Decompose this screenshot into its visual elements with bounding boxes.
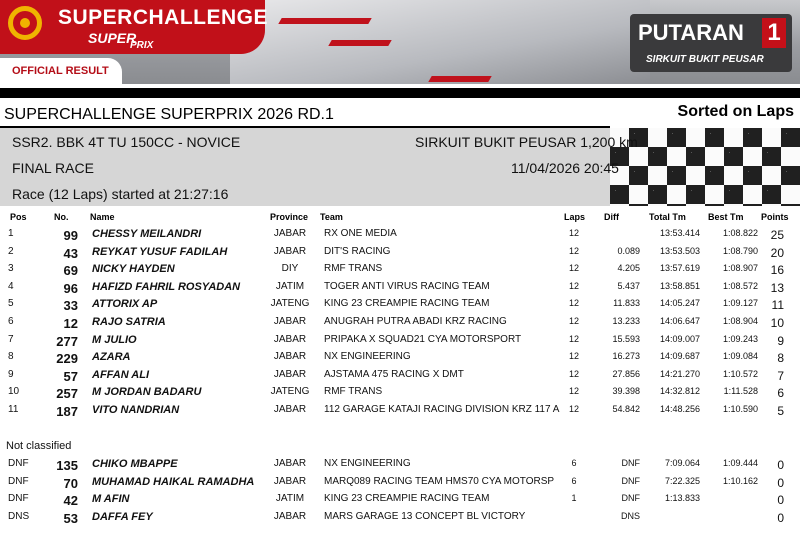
cell-no: 33 <box>63 298 78 314</box>
cell-points: 8 <box>777 351 784 366</box>
cell-points: 6 <box>777 386 784 401</box>
cell-pos: DNF <box>8 475 29 487</box>
table-row <box>0 511 800 528</box>
cell-rider-name: RAJO SATRIA <box>92 316 166 328</box>
event-title-row <box>0 104 800 128</box>
cell-points: 11 <box>771 298 784 313</box>
cell-best-time: 1:08.904 <box>722 316 758 326</box>
cell-diff: 5.437 <box>617 280 640 291</box>
cell-no: 42 <box>63 493 78 509</box>
cell-points: 9 <box>777 333 784 348</box>
cell-no: 99 <box>63 228 78 243</box>
cell-pos: 4 <box>8 280 14 292</box>
race-started: Race (12 Laps) started at 21:27:16 <box>12 186 229 202</box>
official-result-label: OFFICIAL RESULT <box>12 65 109 77</box>
cell-pos: 5 <box>8 298 14 310</box>
cell-laps: 12 <box>568 351 579 362</box>
cell-rider-name: HAFIZD FAHRIL ROSYADAN <box>92 280 241 293</box>
col-points: Points <box>761 212 789 222</box>
cell-diff: DNF <box>621 475 640 486</box>
cell-pos: 11 <box>8 404 19 415</box>
cell-no: 53 <box>63 510 78 526</box>
cell-pos: 9 <box>8 368 14 380</box>
cell-province: JABAR <box>273 368 307 380</box>
cell-total-time: 14:21.270 <box>659 368 700 379</box>
checkered-flag-pattern <box>610 128 800 206</box>
cell-diff: 39.398 <box>612 386 640 397</box>
cell-best-time: 1:10.590 <box>722 404 758 414</box>
cell-province: JABAR <box>273 404 307 415</box>
cell-province: JABAR <box>273 510 307 522</box>
cell-rider-name: NICKY HAYDEN <box>92 263 175 276</box>
cell-diff: 13.233 <box>612 316 640 326</box>
cell-points: 10 <box>770 316 784 330</box>
cell-no: 187 <box>56 404 78 419</box>
cell-no: 12 <box>63 316 78 331</box>
cell-total-time: 14:06.647 <box>659 316 700 326</box>
cell-province: JATIM <box>275 493 305 505</box>
col-name: Name <box>90 212 115 222</box>
divider-bar <box>0 88 800 98</box>
cell-pos: 1 <box>8 228 14 239</box>
cell-total-time: 14:05.247 <box>659 298 700 309</box>
cell-team: TOGER ANTI VIRUS RACING TEAM <box>324 280 490 292</box>
cell-diff: 0.089 <box>617 245 640 256</box>
cell-points: 20 <box>770 245 784 260</box>
cell-diff: 4.205 <box>617 263 640 274</box>
cell-province: DIY <box>281 263 299 275</box>
cell-pos: 10 <box>8 386 20 398</box>
cell-best-time: 1:09.444 <box>722 458 758 468</box>
cell-rider-name: REYKAT YUSUF FADILAH <box>92 245 228 258</box>
cell-total-time: 7:22.325 <box>664 475 700 486</box>
table-row <box>0 493 800 510</box>
cell-pos: 3 <box>8 263 14 275</box>
cell-team: KING 23 CREAMPIE RACING TEAM <box>324 298 490 310</box>
cell-team: 112 GARAGE KATAJI RACING DIVISION KRZ 117 A <box>324 404 560 415</box>
round-circuit: SIRKUIT BUKIT PEUSAR <box>646 54 764 65</box>
cell-team: MARQ089 RACING TEAM HMS70 CYA MOTORSP <box>324 475 555 487</box>
cell-rider-name: CHESSY MEILANDRI <box>92 228 202 240</box>
cell-diff: DNS <box>620 510 640 521</box>
cell-province: JABAR <box>273 351 307 363</box>
cell-points: 0 <box>777 493 784 508</box>
cell-rider-name: VITO NANDRIAN <box>92 404 180 416</box>
sort-label: Sorted on Laps <box>677 103 794 120</box>
cell-diff: 15.593 <box>612 333 640 344</box>
table-row <box>0 281 800 298</box>
cell-province: JATENG <box>270 298 310 310</box>
race-info-box <box>0 128 800 206</box>
cell-team: NX ENGINEERING <box>324 458 411 469</box>
cell-laps: 6 <box>571 475 577 486</box>
cell-province: JATENG <box>270 386 310 398</box>
cell-pos: 7 <box>8 333 14 345</box>
cell-total-time: 14:32.812 <box>659 386 700 397</box>
cell-best-time: 1:09.084 <box>722 351 758 362</box>
round-number: 1 <box>762 18 786 48</box>
cell-best-time: 1:10.162 <box>722 475 758 486</box>
cell-rider-name: M JULIO <box>92 333 137 346</box>
cell-total-time: 13:53.414 <box>659 228 700 238</box>
cell-pos: 6 <box>8 316 14 327</box>
cell-no: 96 <box>63 280 78 296</box>
cell-province: JABAR <box>273 475 307 487</box>
table-row <box>0 316 800 333</box>
cell-laps: 12 <box>568 386 579 397</box>
cell-province: JABAR <box>273 245 307 257</box>
cell-total-time: 14:48.256 <box>659 404 700 414</box>
cell-best-time: 1:09.127 <box>722 298 758 309</box>
cell-team: AJSTAMA 475 RACING X DMT <box>324 368 464 380</box>
cell-no: 43 <box>63 245 78 261</box>
cell-rider-name: AZARA <box>92 351 131 364</box>
cell-points: 0 <box>777 510 784 525</box>
col-total: Total Tm <box>649 212 686 222</box>
results-header <box>0 212 800 224</box>
cell-points: 0 <box>777 475 784 490</box>
cell-total-time: 1:13.833 <box>664 493 700 504</box>
cell-province: JABAR <box>273 458 307 469</box>
track-kerb <box>428 76 491 82</box>
cell-no: 57 <box>63 368 78 384</box>
cell-points: 0 <box>777 458 784 472</box>
cell-points: 7 <box>777 368 784 383</box>
brand-sub2: PRIX <box>130 40 154 51</box>
cell-rider-name: ATTORIX AP <box>92 298 158 311</box>
cell-laps: 6 <box>571 458 577 468</box>
cell-no: 277 <box>56 333 78 349</box>
cell-rider-name: CHIKO MBAPPE <box>92 458 178 470</box>
cell-best-time: 1:11.528 <box>723 386 758 397</box>
cell-team: ANUGRAH PUTRA ABADI KRZ RACING <box>324 316 507 327</box>
cell-province: JATIM <box>275 280 305 292</box>
cell-no: 229 <box>56 351 78 367</box>
round-word: PUTARAN <box>638 20 744 45</box>
cell-laps: 12 <box>568 298 579 309</box>
race-datetime: 11/04/2026 20:45 <box>511 160 619 176</box>
cell-rider-name: M AFIN <box>92 493 130 506</box>
cell-best-time: 1:09.243 <box>722 333 758 344</box>
col-diff: Diff <box>604 212 619 222</box>
not-classified-label: Not classified <box>6 440 72 452</box>
col-pos: Pos <box>10 212 27 222</box>
cell-rider-name: M JORDAN BADARU <box>92 386 202 399</box>
cell-province: JABAR <box>273 333 307 345</box>
cell-rider-name: AFFAN ALI <box>92 368 150 381</box>
cell-no: 257 <box>56 386 78 402</box>
table-row <box>0 351 800 368</box>
table-row <box>0 263 800 280</box>
cell-no: 69 <box>63 263 78 279</box>
cell-team: DIT'S RACING <box>324 245 391 257</box>
track-background <box>230 0 650 84</box>
cell-best-time: 1:08.790 <box>722 245 758 256</box>
cell-best-time: 1:08.822 <box>722 228 758 238</box>
cell-rider-name: DAFFA FEY <box>92 510 153 523</box>
cell-total-time: 13:58.851 <box>659 280 700 291</box>
cell-team: RMF TRANS <box>324 263 383 275</box>
cell-diff: DNF <box>621 493 640 504</box>
cell-points: 5 <box>777 404 784 418</box>
cell-no: 70 <box>63 475 78 491</box>
cell-rider-name: MUHAMAD HAIKAL RAMADHA <box>92 475 255 488</box>
cell-team: MARS GARAGE 13 CONCEPT BL VICTORY <box>324 510 526 522</box>
table-row <box>0 458 800 475</box>
table-row <box>0 404 800 421</box>
cell-diff: DNF <box>621 458 640 468</box>
cell-pos: 2 <box>8 245 14 257</box>
cell-total-time: 14:09.687 <box>659 351 700 362</box>
table-row <box>0 334 800 351</box>
cell-pos: 8 <box>8 351 14 363</box>
cell-best-time: 1:08.572 <box>722 280 758 291</box>
track-kerb <box>328 40 391 46</box>
cell-laps: 12 <box>568 263 579 274</box>
cell-diff: 27.856 <box>612 368 640 379</box>
table-row <box>0 386 800 403</box>
cell-points: 13 <box>770 280 784 295</box>
header-banner <box>0 0 800 84</box>
cell-total-time: 13:57.619 <box>659 263 700 274</box>
cell-team: PRIPAKA X SQUAD21 CYA MOTORSPORT <box>324 333 522 345</box>
race-circuit: SIRKUIT BUKIT PEUSAR 1,200 km <box>415 134 638 150</box>
table-row <box>0 476 800 493</box>
cell-pos: DNF <box>8 458 29 469</box>
cell-pos: DNS <box>8 510 30 522</box>
cell-laps: 12 <box>568 280 579 291</box>
brand-sub1: SUPER <box>88 30 137 46</box>
cell-total-time: 13:53.503 <box>659 245 700 256</box>
cell-laps: 12 <box>568 333 579 344</box>
cell-diff: 16.273 <box>612 351 640 362</box>
cell-no: 135 <box>56 458 78 473</box>
table-row <box>0 298 800 315</box>
cell-laps: 12 <box>568 368 579 379</box>
cell-team: RMF TRANS <box>324 386 383 398</box>
race-type: FINAL RACE <box>12 160 94 176</box>
col-laps: Laps <box>564 212 586 222</box>
cell-best-time: 1:08.907 <box>722 263 758 274</box>
cell-points: 25 <box>770 228 784 242</box>
cell-laps: 12 <box>568 245 579 256</box>
event-title: SUPERCHALLENGE SUPERPRIX 2026 RD.1 <box>4 106 334 123</box>
track-kerb <box>278 18 371 24</box>
cell-best-time: 1:10.572 <box>722 368 758 379</box>
col-province: Province <box>270 212 309 222</box>
brand-title: SUPERCHALLENGE <box>58 6 269 29</box>
cell-total-time: 14:09.007 <box>659 333 700 344</box>
cell-pos: DNF <box>8 493 29 505</box>
table-row <box>0 246 800 263</box>
cell-laps: 1 <box>571 493 577 504</box>
cell-province: JABAR <box>273 228 307 239</box>
col-no: No. <box>54 212 69 222</box>
cell-diff: 54.842 <box>612 404 640 414</box>
cell-laps: 12 <box>568 404 579 414</box>
cell-province: JABAR <box>273 316 307 327</box>
round-badge <box>630 14 792 72</box>
cell-laps: 12 <box>568 316 579 326</box>
race-class: SSR2. BBK 4T TU 150CC - NOVICE <box>12 134 241 150</box>
cell-team: RX ONE MEDIA <box>324 228 397 239</box>
col-best: Best Tm <box>708 212 744 222</box>
official-result-tab <box>0 58 122 84</box>
cell-laps: 12 <box>568 228 579 238</box>
target-logo-icon <box>8 6 42 40</box>
table-row <box>0 228 800 245</box>
table-row <box>0 369 800 386</box>
col-team: Team <box>320 212 343 222</box>
cell-points: 16 <box>770 263 784 278</box>
cell-total-time: 7:09.064 <box>664 458 700 468</box>
cell-team: KING 23 CREAMPIE RACING TEAM <box>324 493 490 505</box>
cell-diff: 11.833 <box>613 298 640 309</box>
cell-team: NX ENGINEERING <box>324 351 411 363</box>
